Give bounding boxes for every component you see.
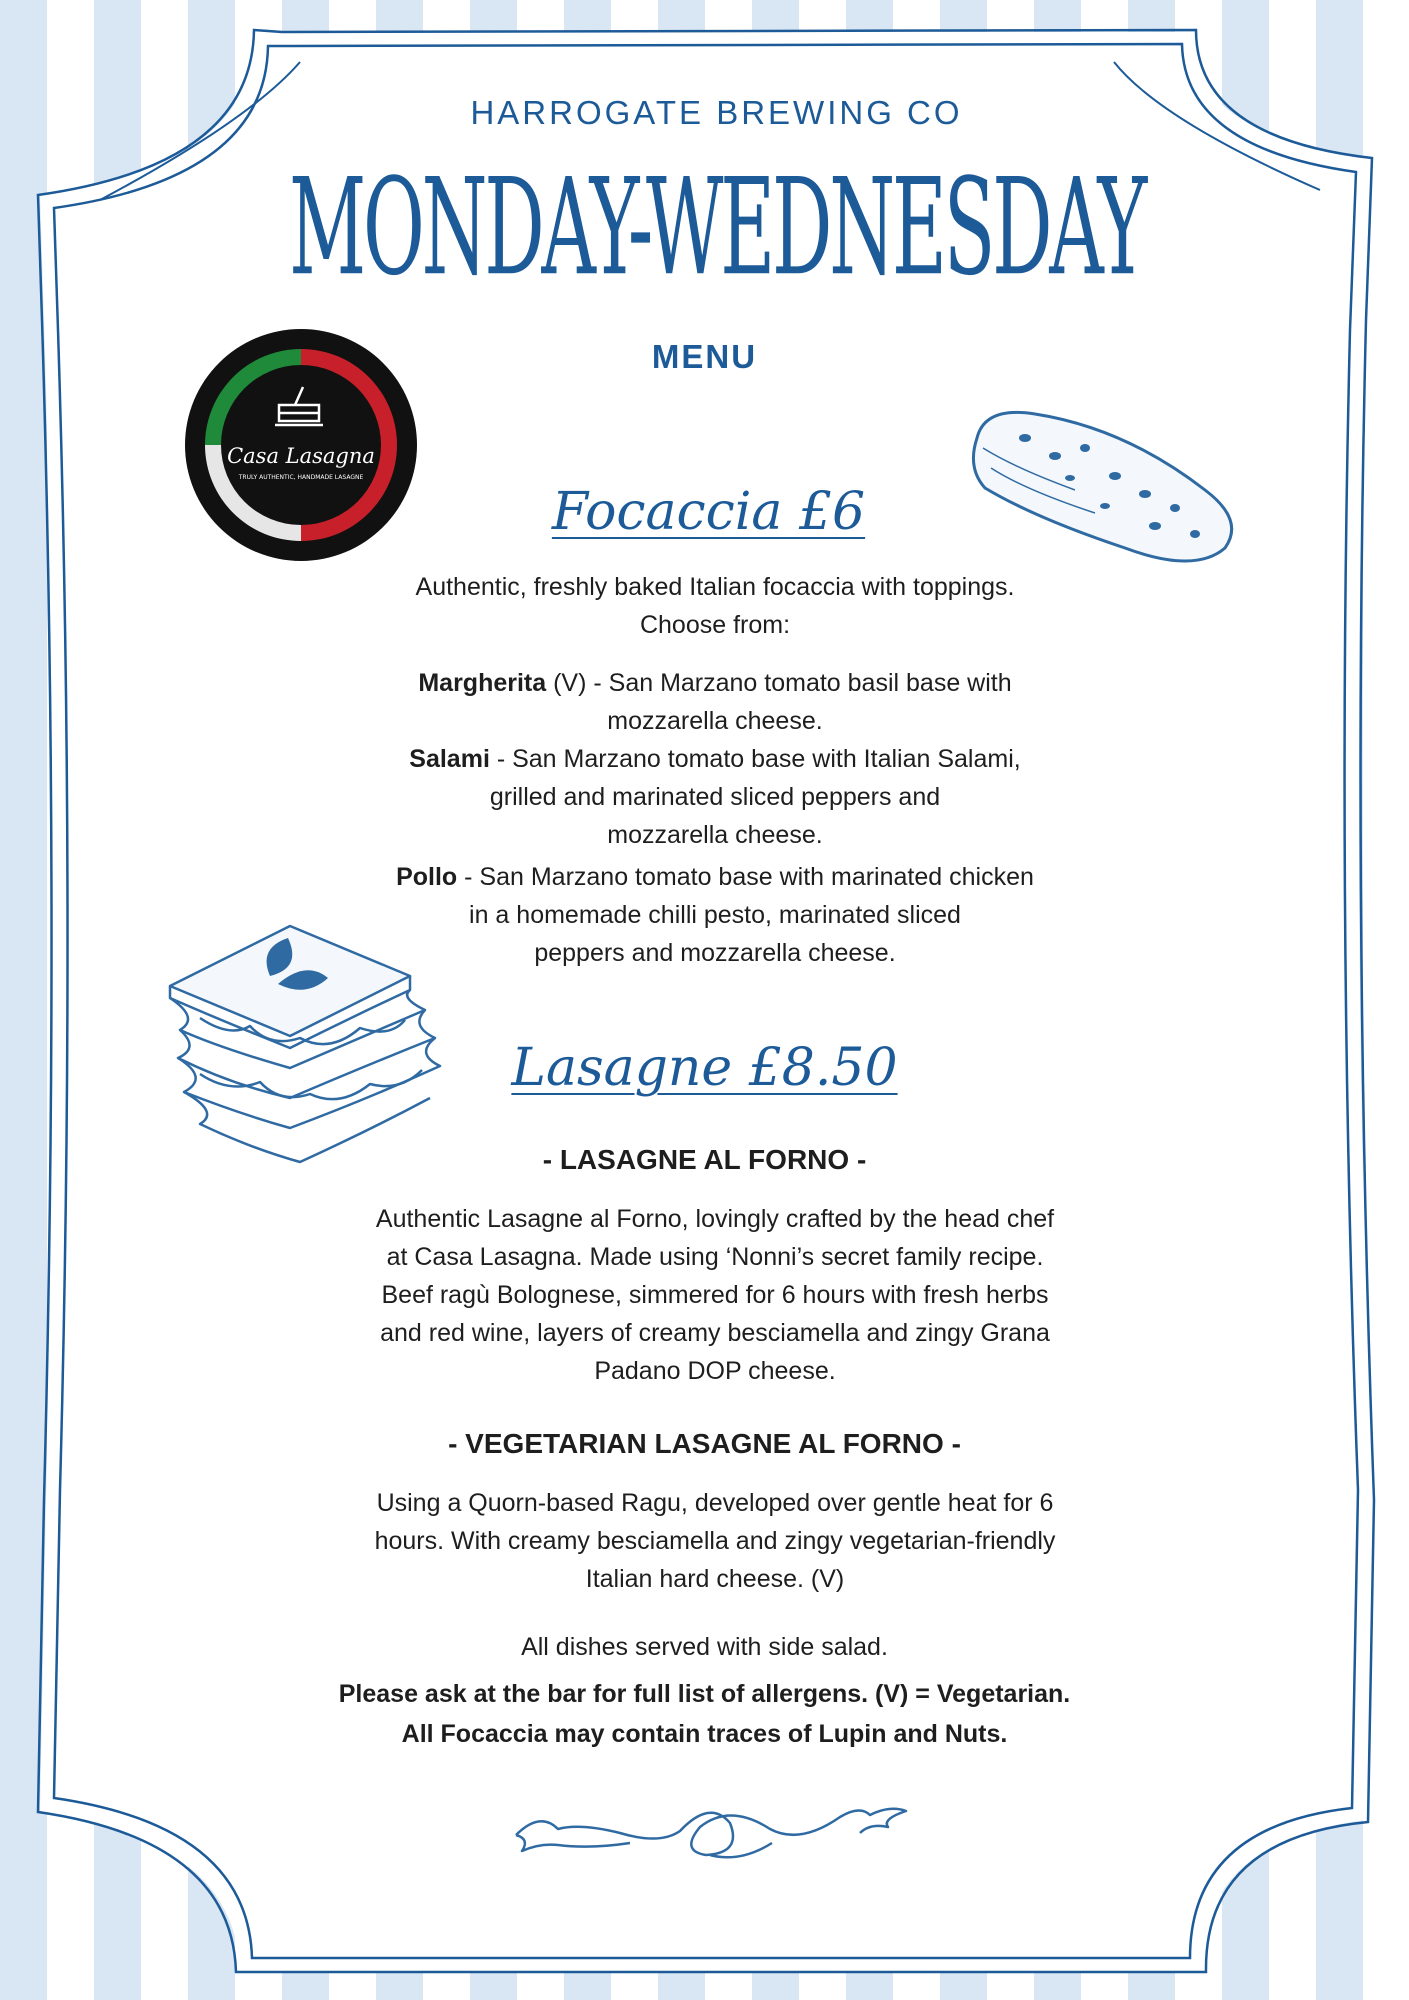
option-first-line [320,740,1110,778]
focaccia-option-salami [320,740,1110,854]
description-line: and red wine, layers of creamy besciamella and zingy Grana [380,1319,1050,1347]
vegetarian-lasagne-heading: - VEGETARIAN LASAGNE AL FORNO - [448,1428,961,1459]
lasagne-al-forno-description [300,1200,1130,1390]
focaccia-intro [320,568,1110,644]
ribbon-flourish-icon [510,1793,910,1869]
description-line: Using a Quorn-based Ragu, developed over gentle heat for 6 [376,1489,1054,1517]
option-first-line [320,664,1110,702]
description-line: Authentic Lasagne al Forno, lovingly crafted by the head chef [375,1205,1055,1233]
lasagne-al-forno-heading: - LASAGNE AL FORNO - [542,1144,867,1175]
menu-label: MENU [651,338,758,375]
logo-tagline: TRULY AUTHENTIC, HANDMADE LASAGNE [238,474,364,481]
side-salad-note: All dishes served with side salad. [521,1633,888,1661]
option-name: Salami [409,745,490,773]
lasagne-title: Lasagne £8.50 [511,1038,898,1098]
option-desc-line2: mozzarella cheese. [607,707,823,735]
option-desc-line2: grilled and marinated sliced peppers and [489,783,941,811]
focaccia-intro-line: Authentic, freshly baked Italian focaccia with toppings. [415,573,1015,601]
option-desc-line1: (V) - San Marzano tomato basil base with [546,669,1012,697]
logo-wordmark: Casa Lasagna [227,444,375,468]
option-desc-line3: peppers and mozzarella cheese. [534,939,896,967]
focaccia-title: Focaccia £6 [551,482,866,542]
option-name: Margherita [418,669,547,697]
option-desc-line1: - San Marzano tomato base with marinated chicken [457,863,1034,891]
lupin-nuts-note: All Focaccia may contain traces of Lupin and Nuts. [401,1720,1008,1748]
description-line: at Casa Lasagna. Made using ‘Nonni’s secret family recipe. [386,1243,1044,1271]
description-line: Beef ragù Bolognese, simmered for 6 hours with fresh herbs [381,1281,1049,1309]
option-desc-line3: mozzarella cheese. [607,821,823,849]
lasagne-slice-icon [160,898,445,1170]
description-line: Padano DOP cheese. [594,1357,836,1385]
option-first-line [320,858,1110,896]
focaccia-option-margherita [320,664,1110,740]
menu-days-title: MONDAY-WEDNESDAY [289,150,1144,306]
option-desc-line2: in a homemade chilli pesto, marinated sliced [469,901,961,929]
brewery-name: HARROGATE BREWING CO [470,94,963,131]
description-line: Italian hard cheese. (V) [585,1565,845,1593]
vegetarian-lasagne-description [300,1484,1130,1598]
option-desc-line1: - San Marzano tomato base with Italian Salami, [489,745,1021,773]
description-line: hours. With creamy besciamella and zingy vegetarian-friendly [374,1527,1056,1555]
focaccia-choose-line: Choose from: [639,611,791,639]
allergen-note: Please ask at the bar for full list of allergens. (V) = Vegetarian. [338,1680,1071,1708]
option-name: Pollo [396,863,458,891]
